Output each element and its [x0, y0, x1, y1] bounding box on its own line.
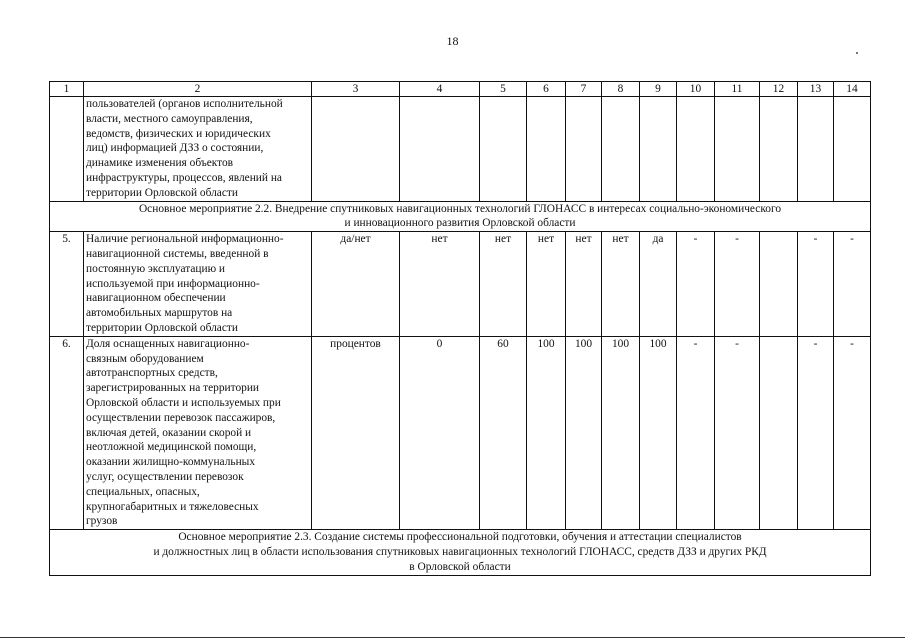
value-cell: нет: [566, 232, 602, 337]
description-line: лиц) информацией ДЗЗ о состоянии,: [86, 142, 264, 155]
empty-cell: [677, 97, 715, 202]
description-line: Орловской области и используемых при: [86, 396, 281, 409]
unit-cell: процентов: [312, 336, 400, 529]
indicator-row-5: [50, 232, 871, 337]
value-cell: -: [677, 336, 715, 529]
description-line: территории Орловской области: [86, 321, 238, 334]
empty-cell: [527, 97, 566, 202]
value-cell: 100: [640, 336, 677, 529]
description-line: динамике изменения объектов: [86, 157, 234, 170]
section-heading-line: в Орловской области: [409, 560, 511, 573]
section-heading: [50, 201, 871, 232]
description-line: власти, местного самоуправления,: [86, 112, 253, 125]
description-line: навигационной системы, введенной в: [86, 247, 269, 260]
section-heading-line: Основное мероприятие 2.2. Внедрение спутниковых навигационных технологий ГЛОНАСС в интересах социально-экономического: [138, 202, 782, 215]
description-line: специальных, опасных,: [86, 485, 200, 498]
description-line: неотложной медицинской помощи,: [86, 441, 257, 454]
value-cell: -: [798, 336, 834, 529]
value-cell: 100: [566, 336, 602, 529]
column-number: 1: [50, 82, 84, 97]
continuation-row: [50, 97, 871, 202]
scan-speck: [856, 52, 858, 54]
value-cell: 60: [480, 336, 527, 529]
column-number: 10: [677, 82, 715, 97]
description-line: включая детей, оказании скорой и: [86, 426, 252, 439]
value-cell: 0: [400, 336, 480, 529]
row-number-cell: [50, 97, 84, 202]
description-line: инфраструктуры, процессов, явлений на: [86, 171, 282, 184]
value-cell: -: [834, 336, 871, 529]
description-line: оказании жилищно-коммунальных: [86, 456, 256, 469]
value-cell: нет: [527, 232, 566, 337]
description-line: автомобильных маршрутов на: [86, 307, 233, 320]
description-line: территории Орловской области: [86, 186, 238, 199]
column-number: 11: [715, 82, 760, 97]
value-cell: -: [715, 336, 760, 529]
value-cell: -: [798, 232, 834, 337]
page-edge-line: [0, 637, 905, 638]
value-cell: нет: [602, 232, 640, 337]
empty-cell: [312, 97, 400, 202]
description-line: услуг, осуществлении перевозок: [86, 470, 244, 483]
column-number: 6: [527, 82, 566, 97]
empty-cell: [400, 97, 480, 202]
description-line: Доля оснащенных навигационно-: [86, 337, 250, 350]
column-number: 2: [84, 82, 312, 97]
indicator-description: [84, 97, 312, 202]
empty-cell: [715, 97, 760, 202]
section-row-2-2: [50, 201, 871, 232]
column-number: 5: [480, 82, 527, 97]
description-line: постоянную эксплуатацию и: [86, 262, 226, 275]
description-line: навигационном обеспечении: [86, 292, 226, 305]
indicator-description: [84, 232, 312, 337]
column-number: 7: [566, 82, 602, 97]
value-cell: нет: [480, 232, 527, 337]
section-heading: [50, 530, 871, 575]
value-cell: [760, 232, 798, 337]
row-number: 6.: [50, 336, 84, 529]
indicator-row-6: [50, 336, 871, 529]
value-cell: 100: [527, 336, 566, 529]
section-heading-line: Основное мероприятие 2.3. Создание системы профессиональной подготовки, обучения и аттестации специалистов: [178, 531, 742, 544]
section-heading-line: и должностных лиц в области использования спутниковых навигационных технологий ГЛОНАСС, средств ДЗЗ и других РКД: [153, 545, 767, 558]
section-row-2-3: [50, 530, 871, 575]
column-number: 8: [602, 82, 640, 97]
empty-cell: [798, 97, 834, 202]
unit-cell: да/нет: [312, 232, 400, 337]
description-line: связным оборудованием: [86, 352, 204, 365]
description-line: ведомств, физических и юридических: [86, 127, 271, 140]
indicator-description: [84, 336, 312, 529]
description-line: пользователей (органов исполнительной: [86, 98, 283, 110]
value-cell: нет: [400, 232, 480, 337]
description-line: осуществлении перевозок пассажиров,: [86, 411, 276, 424]
section-heading-line: и инновационного развития Орловской области: [344, 217, 576, 230]
empty-cell: [760, 97, 798, 202]
description-line: грузов: [86, 515, 118, 528]
page-number: 18: [446, 34, 459, 48]
value-cell: -: [715, 232, 760, 337]
description-line: крупногабаритных и тяжеловесных: [86, 500, 259, 513]
description-line: используемой при информационно-: [86, 277, 260, 290]
column-number-row: [50, 82, 871, 97]
column-number: 14: [834, 82, 871, 97]
empty-cell: [602, 97, 640, 202]
column-number: 3: [312, 82, 400, 97]
value-cell: [760, 336, 798, 529]
column-number: 9: [640, 82, 677, 97]
value-cell: 100: [602, 336, 640, 529]
empty-cell: [640, 97, 677, 202]
column-number: 12: [760, 82, 798, 97]
value-cell: да: [640, 232, 677, 337]
empty-cell: [834, 97, 871, 202]
column-number: 13: [798, 82, 834, 97]
value-cell: -: [834, 232, 871, 337]
empty-cell: [566, 97, 602, 202]
empty-cell: [480, 97, 527, 202]
column-number: 4: [400, 82, 480, 97]
description-line: зарегистрированных на территории: [86, 382, 260, 395]
description-line: Наличие региональной информационно-: [86, 233, 284, 246]
description-line: автотранспортных средств,: [86, 367, 218, 380]
row-number: 5.: [50, 232, 84, 337]
indicators-table: [49, 81, 871, 576]
value-cell: -: [677, 232, 715, 337]
